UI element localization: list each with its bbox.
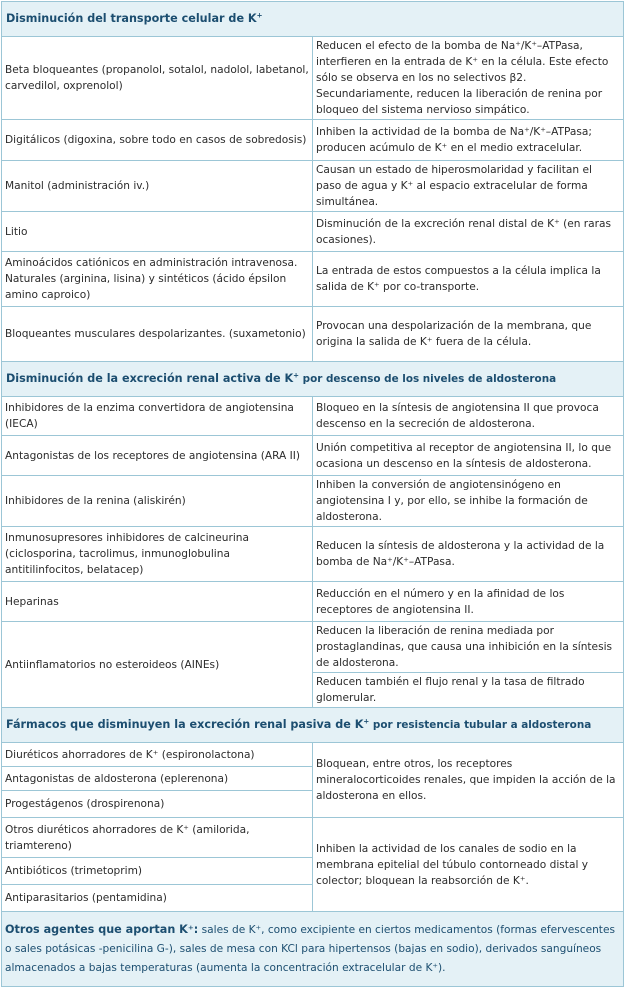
section-header <box>2 708 624 743</box>
drug-cell: Digitálicos (digoxina, sobre todo en casos de sobredosis) <box>2 120 313 161</box>
table-row <box>2 252 624 307</box>
effect-cell: Inhiben la actividad de los canales de sodio en la membrana epitelial del túbulo contorneado distal y colector; bloquean la reabsorción de K⁺. <box>313 818 624 912</box>
drug-cell: Diuréticos ahorradores de K⁺ (espironolactona) <box>2 743 313 767</box>
table-row <box>2 307 624 362</box>
section-title-sup: + <box>293 371 300 380</box>
table-row <box>2 161 624 212</box>
drug-cell: Inmunosupresores inhibidores de calcineurina (ciclosporina, tacrolimus, inmunoglobulina antitilinfocitos, belatacep) <box>2 527 313 582</box>
drug-cell: Manitol (administración iv.) <box>2 161 313 212</box>
drug-cell: Bloqueantes musculares despolarizantes. (suxametonio) <box>2 307 313 362</box>
drug-cell: Heparinas <box>2 582 313 622</box>
drug-cell: Litio <box>2 212 313 252</box>
drug-cell: Inhibidores de la enzima convertidora de angiotensina (IECA) <box>2 397 313 436</box>
table-row <box>2 476 624 527</box>
effect-cell: Inhiben la conversión de angiotensinógeno en angiotensina I y, por ello, se inhibe la formación de aldosterona. <box>313 476 624 527</box>
effect-cell: Disminución de la excreción renal distal de K⁺ (en raras ocasiones). <box>313 212 624 252</box>
drug-cell: Progestágenos (drospirenona) <box>2 791 313 818</box>
drug-cell: Otros diuréticos ahorradores de K⁺ (amilorida, triamtereno) <box>2 818 313 858</box>
drug-cell: Antagonistas de los receptores de angiotensina (ARA II) <box>2 436 313 476</box>
effect-cell: Inhiben la actividad de la bomba de Na⁺/K⁺–ATPasa; producen acúmulo de K⁺ en el medio extracelular. <box>313 120 624 161</box>
table-row <box>2 743 624 767</box>
section-title-sup: + <box>256 11 263 20</box>
section-title: Disminución de la excreción renal activa de K <box>6 372 294 385</box>
effect-cell: La entrada de estos compuestos a la célula implica la salida de K⁺ por co-transporte. <box>313 252 624 307</box>
effect-cell: Reducen la síntesis de aldosterona y la actividad de la bomba de Na⁺/K⁺–ATPasa. <box>313 527 624 582</box>
table-row <box>2 818 624 858</box>
section-title: Disminución del transporte celular de K <box>6 12 257 25</box>
table-row <box>2 582 624 622</box>
section-header <box>2 2 624 37</box>
table-row <box>2 436 624 476</box>
table-row <box>2 622 624 673</box>
table-row <box>2 37 624 120</box>
effect-cell: Causan un estado de hiperosmolaridad y facilitan el paso de agua y K⁺ al espacio extracelular de forma simultánea. <box>313 161 624 212</box>
effect-cell: Reducen la liberación de renina mediada por prostaglandinas, que causa una inhibición en la síntesis de aldosterona. <box>313 622 624 673</box>
drug-cell: Aminoácidos catiónicos en administración intravenosa. Naturales (arginina, lisina) y sintéticos (ácido épsilon amino caproico) <box>2 252 313 307</box>
potassium-drugs-table <box>1 1 624 987</box>
effect-cell: Reducen también el flujo renal y la tasa de filtrado glomerular. <box>313 673 624 708</box>
effect-cell: Reducen el efecto de la bomba de Na⁺/K⁺–ATPasa, interfieren en la entrada de K⁺ en la célula. Este efecto sólo se observa en los no selectivos β2. Secundariamente, reducen la liberación de renina por bloqueo del sistema nervioso simpático. <box>313 37 624 120</box>
section-subtitle: por descenso de los niveles de aldosterona <box>299 373 557 385</box>
footer-lead: Otros agentes que aportan K⁺: <box>5 923 199 936</box>
footer-row <box>2 912 624 987</box>
drug-cell: Inhibidores de la renina (aliskirén) <box>2 476 313 527</box>
table-row <box>2 120 624 161</box>
section-title: Fármacos que disminuyen la excreción renal pasiva de K <box>6 718 364 731</box>
section-subtitle: por resistencia tubular a aldosterona <box>369 719 592 731</box>
effect-cell: Provocan una despolarización de la membrana, que origina la salida de K⁺ fuera de la célula. <box>313 307 624 362</box>
drug-cell: Antiparasitarios (pentamidina) <box>2 885 313 912</box>
table-row <box>2 397 624 436</box>
effect-cell: Reducción en el número y en la afinidad de los receptores de angiotensina II. <box>313 582 624 622</box>
effect-cell: Unión competitiva al receptor de angiotensina II, lo que ocasiona un descenso en la síntesis de aldosterona. <box>313 436 624 476</box>
section-title-sup: + <box>363 717 370 726</box>
table-row <box>2 527 624 582</box>
drug-cell: Antibióticos (trimetoprim) <box>2 858 313 885</box>
drug-cell: Beta bloqueantes (propanolol, sotalol, nadolol, labetanol, carvedilol, oxprenolol) <box>2 37 313 120</box>
footer-text: sales de K⁺, como excipiente en ciertos medicamentos (formas efervescentes o sales potásicas -penicilina G-), sales de mesa con KCl para hipertensos (bajas en sodio), derivados sanguíneos almacenados a bajas temperaturas (aumenta la concentración extracelular de K⁺). <box>5 924 615 974</box>
drug-cell: Antiinflamatorios no esteroideos (AINEs) <box>2 622 313 708</box>
effect-cell: Bloqueo en la síntesis de angiotensina II que provoca descenso en la secreción de aldosterona. <box>313 397 624 436</box>
section-header <box>2 362 624 397</box>
table-row <box>2 212 624 252</box>
drug-cell: Antagonistas de aldosterona (eplerenona) <box>2 767 313 791</box>
effect-cell: Bloquean, entre otros, los receptores mineralocorticoides renales, que impiden la acción de la aldosterona en ellos. <box>313 743 624 818</box>
